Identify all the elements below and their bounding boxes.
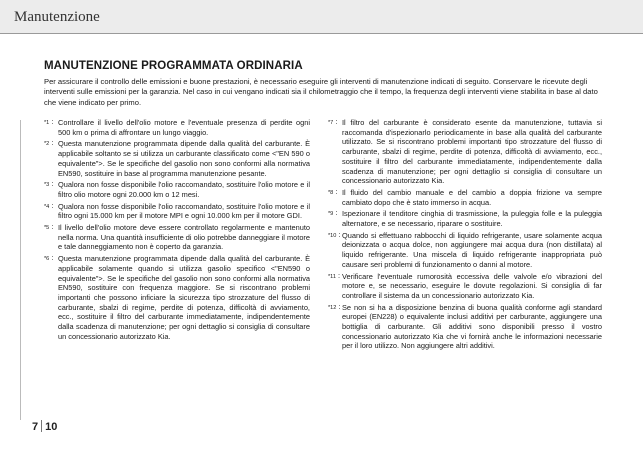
footnote-marker: *1 : <box>44 117 54 126</box>
footnote-text: Il filtro del carburante è considerato esente da manutenzione, tuttavia si raccomanda d'ispezionarlo periodicamente in base alla qualità del carburante utilizzato. Se si riscontrano problemi importanti tipo strozzature del flusso di carburante, sbalzi di regime, perdite di potenza, difficoltà di avviamento, ecc., sostituire il filtro del carburante immediatamente, indipendentemente dalla scadenza di manutenzione; per ogni dettaglio si consiglia di consultare un concessionario autorizzato Kia. <box>342 118 602 186</box>
footnote-item <box>328 209 602 228</box>
footnote-text: Qualora non fosse disponibile l'olio raccomandato, sostituire l'olio motore e il filtro ogni 15.000 km per il motore MPI e ogni 10.000 km per il motore GDI. <box>58 201 310 221</box>
footnote-text: Qualora non fosse disponibile l'olio raccomandato, sostituire l'olio motore e il filtro olio motore ogni 20.000 km o 12 mesi. <box>58 180 310 199</box>
footnote-item <box>328 303 602 352</box>
header-divider <box>0 33 643 34</box>
page-number <box>32 420 57 433</box>
footnote-item <box>44 139 310 178</box>
footnote-text: Controllare il livello dell'olio motore e l'eventuale presenza di perdite ogni 500 km o prima di affrontare un lungo viaggio. <box>58 118 310 137</box>
footnote-marker: *4 : <box>44 200 54 210</box>
footnote-marker: *11 : <box>328 270 341 280</box>
footnote-item <box>44 223 310 252</box>
footnote-item <box>44 254 310 341</box>
footnote-text: Il livello dell'olio motore deve essere controllato regolarmente e mantenuto nella norma. Una quantità insufficiente di olio potrebbe danneggiare il motore e tale danneggiamento non è coperto da garanzia. <box>58 223 310 252</box>
notes-column-right <box>328 118 602 353</box>
footnote-item <box>44 180 310 199</box>
footnote-text: Questa manutenzione programmata dipende dalla qualità del carburante. È applicabile soltanto se si utilizza un carburante classificato come <"EN 590 o equivalente">. Se le specifiche del gasolio non sono conformi alla normativa EN590, sostituire in base al programma manutenzione pesante. <box>58 139 310 178</box>
footnote-text: Questa manutenzione programmata dipende dalla qualità del carburante. È applicabile solamente quando si utilizza gasolio specifico <"EN590 o equivalente">. Se le specifiche del gasolio non sono conformi alla normativa EN590, sostituire con frequenza maggiore. Se si riscontrano problemi importanti che possono inficiare la sicurezza tipo strozzature del flusso di carburante, sbalzi di regime, perdite di potenza, difficoltà di avviamento, ecc., sostituire il filtro del carburante immediatamente, indipendentemente dalla scadenza di manutenzione; per ogni dettaglio si consiglia di consultare un concessionario autorizzato Kia. <box>58 254 310 341</box>
footnote-text: Ispezionare il tenditore cinghia di trasmissione, la puleggia folle e la puleggia alternatore, e se necessario, riparare o sostituire. <box>342 209 602 229</box>
footnote-item <box>44 202 310 221</box>
footnote-item <box>44 118 310 137</box>
footnote-marker: *6 : <box>44 253 54 263</box>
page-number-value: 10 <box>45 421 58 433</box>
intro-paragraph: Per assicurare il controllo delle emissioni e buone prestazioni, è necessario eseguire gli interventi di manutenzione indicati di seguito. Conservare le ricevute degli interventi sulle emissioni per la garanzia. Nel caso in cui vengano indicati sia il chilometraggio che il tempo, la frequenza degli interventi viene stabilita in base al dato che viene indicato per primo. <box>44 77 598 107</box>
chapter-number: 7 <box>32 421 39 433</box>
margin-rule <box>20 120 21 420</box>
footnote-item <box>328 188 602 207</box>
notes-column-left <box>44 118 310 343</box>
footnote-marker: *12 : <box>328 301 341 311</box>
footnote-marker: *10 : <box>328 229 341 239</box>
page-number-divider <box>41 420 42 432</box>
footnote-marker: *2 : <box>44 138 54 148</box>
footnote-marker: *3 : <box>44 179 54 189</box>
footnote-text: Se non si ha a disposizione benzina di buona qualità conforme agli standard europei (EN228) o equivalente inclusi additivi per carburante, aggiungere una bottiglia di carburante. Gli additivi sono disponibili presso il vostro concessionario autorizzato Kia che vi fornirà anche le informazioni necessarie per il loro utilizzo. Non aggiungere altri additivi. <box>342 302 602 351</box>
header-band <box>0 0 643 34</box>
footnote-marker: *9 : <box>328 208 338 218</box>
footnote-text: Il fluido del cambio manuale e del cambio a doppia frizione va sempre cambiato dopo che è stato immerso in acqua. <box>342 187 602 207</box>
footnote-marker: *8 : <box>328 186 338 196</box>
footnote-marker: *5 : <box>44 222 54 232</box>
footnote-item <box>328 231 602 270</box>
footnote-text: Quando si effettuano rabbocchi di liquido refrigerante, usare solamente acqua deionizzata o acqua dolce, non aggiungere mai acqua dura (non distillata) al liquido refrigerante. Una miscela di liquido refrigerante inappropriata può causare seri problemi di funzionamento o danni al motore. <box>342 230 602 269</box>
footnote-marker: *7 : <box>328 117 338 126</box>
footnote-text: Verificare l'eventuale rumorosità eccessiva delle valvole e/o vibrazioni del motore e, se necessario, eseguire le dovute regolazioni. Si consiglia di far controllare il sistema da un concessionario autorizzato Kia. <box>342 271 602 300</box>
header-title: Manutenzione <box>14 9 100 25</box>
footnote-item <box>328 272 602 301</box>
footnote-item <box>328 118 602 186</box>
section-title: MANUTENZIONE PROGRAMMATA ORDINARIA <box>44 60 303 72</box>
